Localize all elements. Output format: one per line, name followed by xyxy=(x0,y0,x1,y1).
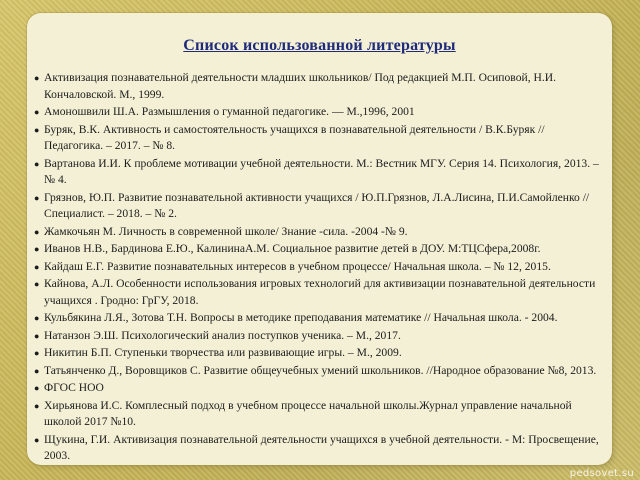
bullet-icon: ● xyxy=(34,279,40,289)
reference-item xyxy=(34,432,606,465)
reference-text: Хирьянова И.С. Комплесный подход в учебном процессе начальной школы.Журнал управление начальной школой 2017 №10. xyxy=(44,398,572,428)
reference-item xyxy=(34,122,606,155)
bullet-icon: ● xyxy=(34,124,40,135)
reference-item xyxy=(34,156,606,189)
reference-item xyxy=(34,104,606,121)
reference-text: Никитин Б.П. Ступеньки творчества или развивающие игры. – М., 2009. xyxy=(44,346,402,359)
reference-item xyxy=(34,310,606,327)
reference-item xyxy=(34,276,606,309)
reference-text: Кайнова, А.Л. Особенности использования игровых технологий для активизации познавательной деятельности учащихся . Гродно: ГрГУ, 2018. xyxy=(44,277,596,307)
bullet-icon: ● xyxy=(34,261,40,272)
reference-text: Кульбякина Л.Я., Зотова Т.Н. Вопросы в методике преподавания математике // Начальная школа. - 2004. xyxy=(44,311,558,324)
reference-text: Татьянченко Д., Воровщиков С. Развитие общеучебных умений школьников. //Народное образование №8, 2013. xyxy=(44,363,597,377)
bullet-icon: ● xyxy=(34,365,40,376)
reference-list xyxy=(34,70,606,466)
reference-text: Щукина, Г.И. Активизация познавательной деятельности учащихся в учебной деятельности. - М: Просвещение, 2003. xyxy=(44,432,599,462)
reference-item xyxy=(34,345,606,362)
reference-text: Натанзон Э.Ш. Психологический анализ поступков ученика. – М., 2017. xyxy=(44,328,401,342)
bullet-icon: ● xyxy=(34,107,40,117)
reference-text: Иванов Н.В., Бардинова Е.Ю., КалининаА.М. Социальное развитие детей в ДОУ. М:ТЦСфера,2008г. xyxy=(44,242,541,255)
watermark-logo: pedsovet.su xyxy=(569,468,634,479)
bullet-icon: ● xyxy=(34,158,40,169)
bullet-icon: ● xyxy=(34,400,40,411)
bullet-icon: ● xyxy=(34,313,40,323)
reference-item xyxy=(34,241,606,258)
reference-item xyxy=(34,398,606,431)
bullet-icon: ● xyxy=(34,226,40,237)
reference-item xyxy=(34,70,606,103)
reference-item xyxy=(34,363,606,380)
reference-text: Буряк, В.К. Активность и самостоятельность учащихся в познавательной деятельности / В.К.Буряк // Педагогика. – 2017. – № 8. xyxy=(44,122,545,152)
reference-text: Активизация познавательной деятельности младших школьников/ Под редакцией М.П. Осиповой, Н.И. Кончаловской. М., 1999. xyxy=(44,71,557,101)
content-panel xyxy=(27,13,612,465)
bullet-icon: ● xyxy=(34,330,40,341)
reference-item xyxy=(34,224,606,241)
bullet-icon: ● xyxy=(34,383,40,393)
reference-text: Вартанова И.И. К проблеме мотивации учебной деятельности. М.: Вестник МГУ. Серия 14. Психология, 2013. – № 4. xyxy=(44,156,599,186)
reference-item xyxy=(34,328,606,345)
reference-text: Амоношвили Ш.А. Размышления о гуманной педагогике. — М.,1996, 2001 xyxy=(44,105,415,118)
reference-text: Жамкочьян М. Личность в современной школе/ Знание -сила. -2004 -№ 9. xyxy=(44,224,408,238)
bullet-icon: ● xyxy=(34,192,40,203)
reference-text: Грязнов, Ю.П. Развитие познавательной активности учащихся / Ю.П.Грязнов, Л.А.Лисина, П.И.Самойленко // Специалист. – 2018. – № 2. xyxy=(44,190,590,220)
bullet-icon: ● xyxy=(34,73,40,83)
reference-item xyxy=(34,190,606,223)
reference-item xyxy=(34,380,606,397)
reference-item xyxy=(34,259,606,276)
slide-title: Список использованной литературы xyxy=(183,37,456,54)
reference-text: ФГОС НОО xyxy=(44,381,104,394)
bullet-icon: ● xyxy=(34,244,40,254)
reference-text: Кайдаш Е.Г. Развитие познавательных интересов в учебном процессе/ Начальная школа. – № 12, 2015. xyxy=(44,259,551,273)
bullet-icon: ● xyxy=(34,348,40,358)
bullet-icon: ● xyxy=(34,434,40,445)
